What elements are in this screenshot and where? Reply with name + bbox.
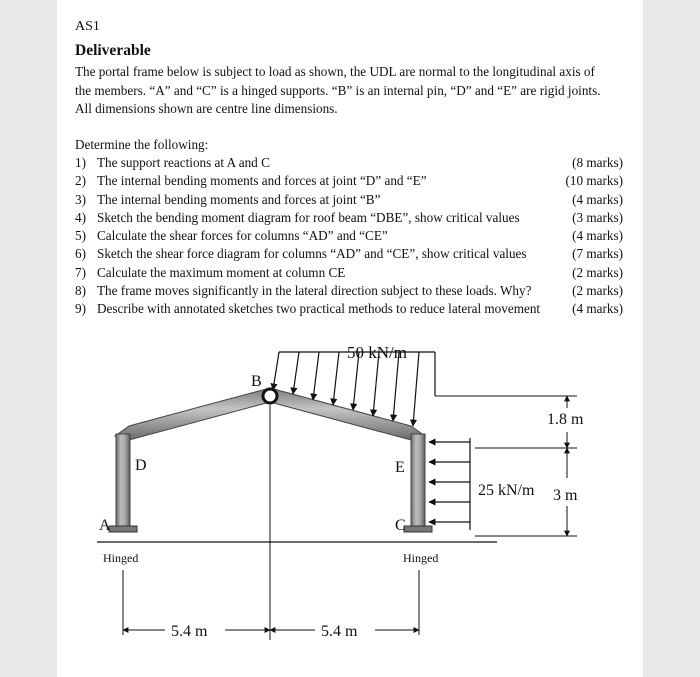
support-caption-right: Hinged: [403, 551, 439, 565]
task-text: The internal bending moments and forces at joint “D” and “E”: [97, 173, 427, 189]
task-text: The support reactions at A and C: [97, 155, 270, 170]
task-marks: (4 marks): [572, 301, 623, 317]
dim-span-left: 5.4 m: [171, 623, 208, 640]
task-marks: (2 marks): [572, 264, 623, 280]
task-list: [75, 154, 623, 319]
support-caption-left: Hinged: [103, 551, 139, 565]
label-e: E: [395, 459, 405, 476]
task-number: 6): [75, 246, 86, 262]
label-b: B: [251, 373, 262, 390]
task-item: [75, 172, 623, 190]
task-text: The frame moves significantly in the lateral direction subject to these loads. Why?: [97, 283, 532, 299]
task-number: 9): [75, 301, 86, 317]
column-ce: [411, 434, 425, 526]
roof-member-be: [270, 388, 425, 440]
task-marks: (4 marks): [572, 228, 623, 244]
task-text: Calculate the shear forces for columns “AD” and “CE”: [97, 228, 388, 244]
task-number: 5): [75, 228, 86, 244]
dim-roof-rise: 1.8 m: [547, 411, 584, 428]
task-item: [75, 300, 623, 318]
task-item: [75, 282, 623, 300]
task-marks: (7 marks): [572, 246, 623, 262]
task-marks: (10 marks): [565, 173, 623, 189]
task-number: 2): [75, 173, 86, 189]
task-text: The internal bending moments and forces at joint “B”: [97, 191, 381, 207]
task-text: Sketch the shear force diagram for columns “AD” and “CE”, show critical values: [97, 246, 527, 262]
task-intro: Determine the following:: [75, 137, 209, 152]
task-item: [75, 227, 623, 245]
roof-load-label: 50 kN/m: [347, 343, 407, 362]
task-item: [75, 191, 623, 209]
task-number: 3): [75, 191, 86, 207]
task-marks: (3 marks): [572, 209, 623, 225]
pin-joint-b: [263, 389, 277, 403]
task-text: Sketch the bending moment diagram for roof beam “DBE”, show critical values: [97, 209, 520, 225]
intro-paragraph: [75, 63, 635, 119]
intro-line: All dimensions shown are centre line dimensions.: [75, 101, 338, 116]
task-item: [75, 154, 623, 172]
hinge-support-a: [109, 526, 137, 532]
task-item: [75, 264, 623, 282]
task-item: [75, 209, 623, 227]
assignment-code: AS1: [75, 19, 100, 34]
dim-span-right: 5.4 m: [321, 623, 358, 640]
task-marks: (4 marks): [572, 191, 623, 207]
section-heading: Deliverable: [75, 42, 151, 59]
label-d: D: [135, 457, 147, 474]
task-number: 7): [75, 264, 86, 280]
task-text: Calculate the maximum moment at column CE: [97, 264, 346, 280]
dim-column-height: 3 m: [553, 487, 578, 504]
hinge-support-c: [404, 526, 432, 532]
task-marks: (8 marks): [572, 155, 623, 170]
intro-line: The portal frame below is subject to load as shown, the UDL are normal to the longitudinal axis of: [75, 64, 595, 79]
task-text: Describe with annotated sketches two practical methods to reduce lateral movement: [97, 301, 541, 317]
task-marks: (2 marks): [572, 283, 623, 299]
intro-line: the members. “A” and “C” is a hinged supports. “B” is an internal pin, “D” and “E” are rigid joints.: [75, 82, 601, 98]
roof-member-db: [115, 388, 270, 440]
portal-frame-diagram: [57, 330, 643, 660]
document-page: [57, 0, 643, 677]
label-a: A: [99, 517, 111, 534]
wall-load-label: 25 kN/m: [478, 482, 535, 499]
task-number: 4): [75, 209, 86, 225]
task-number: 1): [75, 155, 86, 170]
task-item: [75, 245, 623, 263]
wall-udl-arrows: [429, 438, 470, 530]
task-number: 8): [75, 283, 86, 299]
column-ad: [116, 434, 130, 526]
label-c: C: [395, 517, 406, 534]
